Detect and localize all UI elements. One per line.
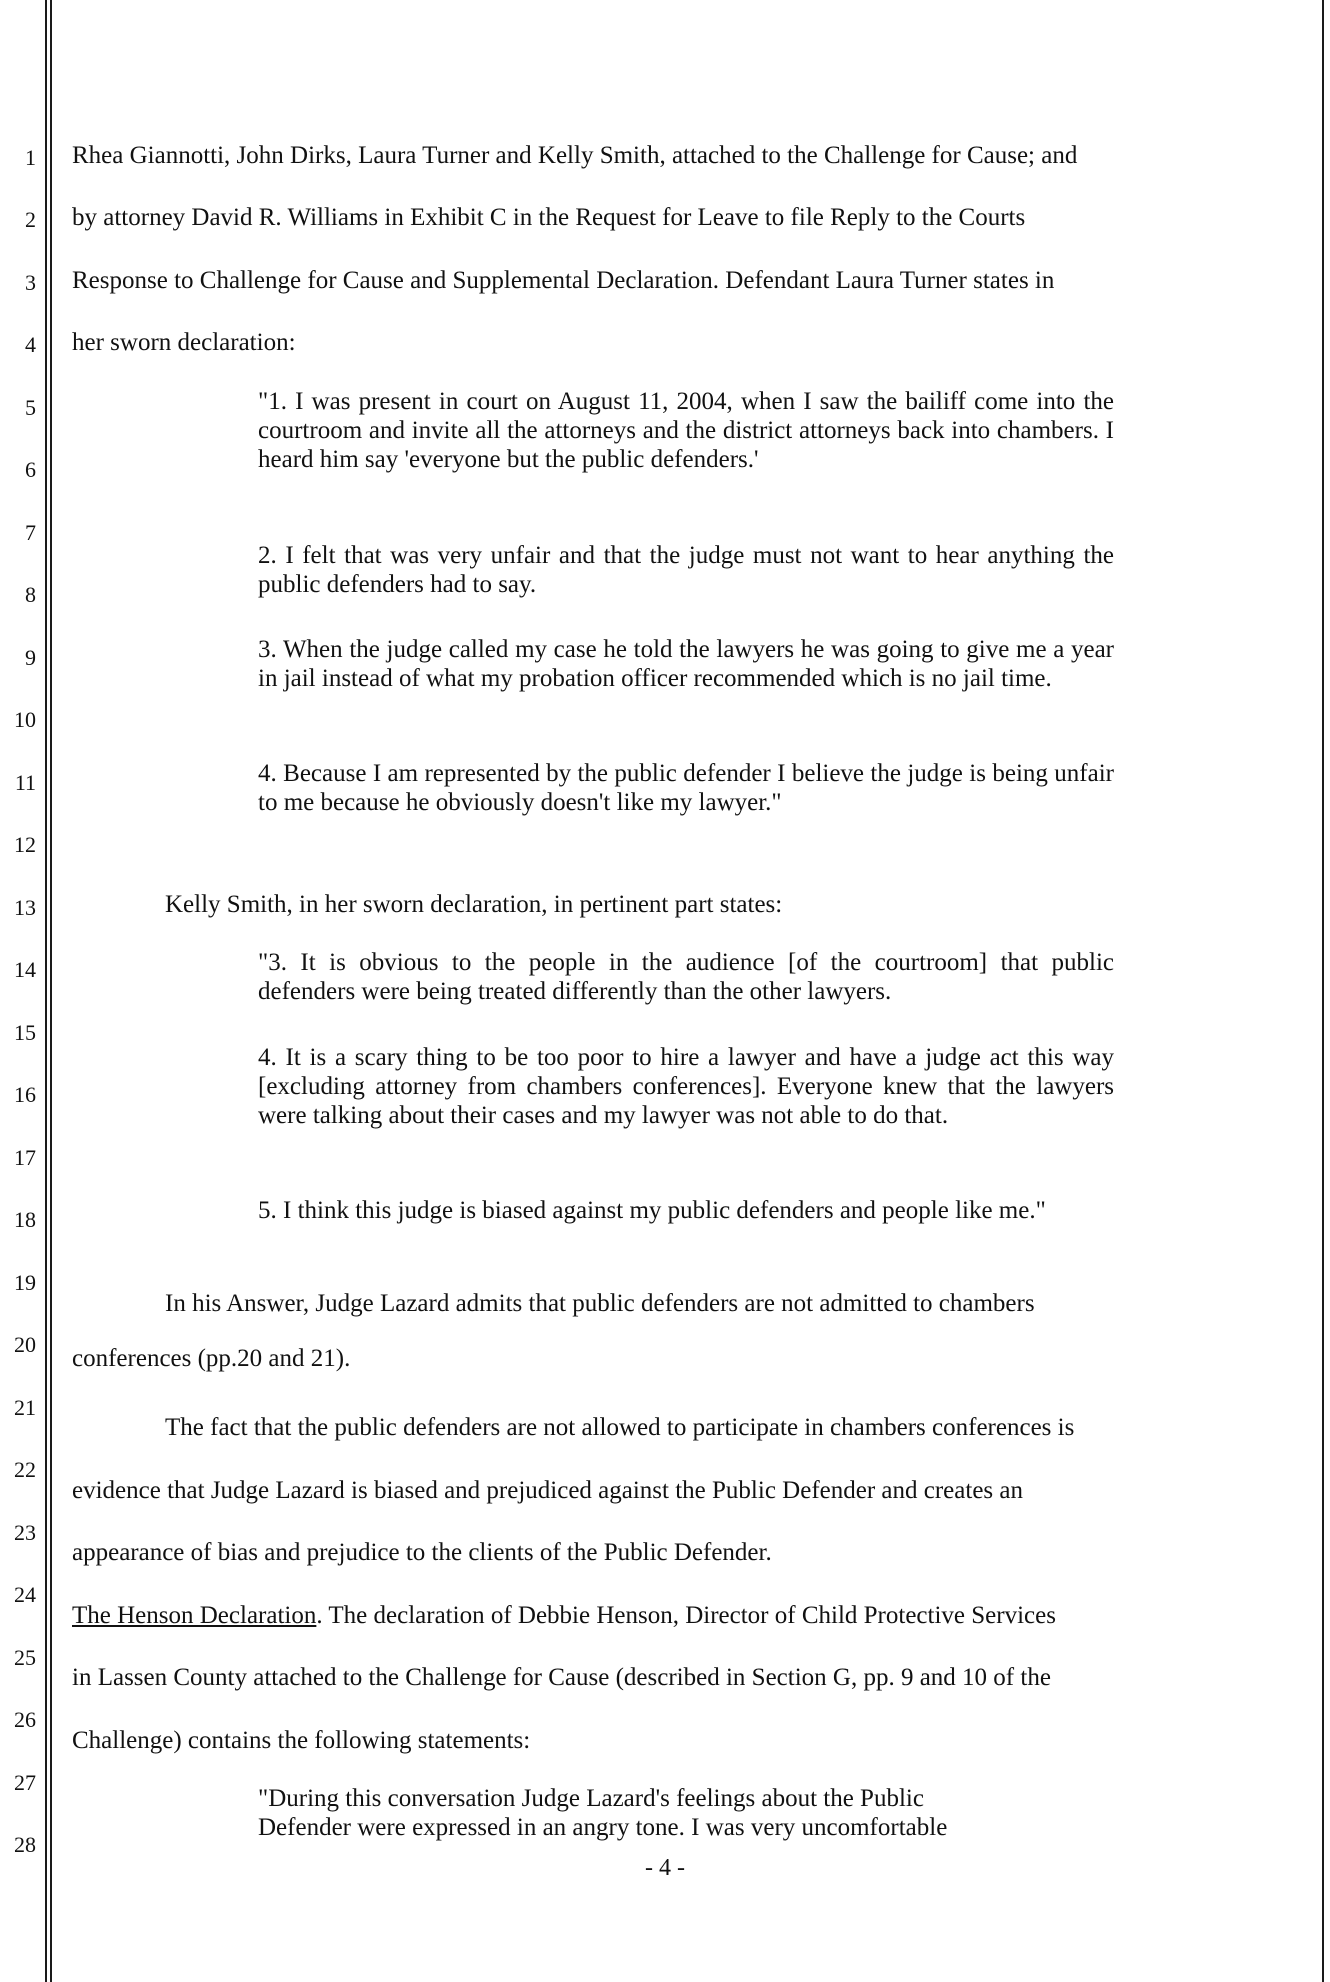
body-line: Rhea Giannotti, John Dirks, Laura Turner and Kelly Smith, attached to the Challenge for Cause; and: [72, 142, 1078, 169]
line-number: 25: [14, 1645, 36, 1670]
line-number: 4: [25, 332, 36, 357]
body-line: her sworn declaration:: [72, 329, 296, 356]
body-line: The fact that the public defenders are not allowed to participate in chambers conferences is: [165, 1414, 1075, 1441]
line-number: 15: [14, 1020, 36, 1045]
body-line: conferences (pp.20 and 21).: [72, 1345, 351, 1372]
block-quote-paragraph: "3. It is obvious to the people in the audience [of the courtroom] that public defenders were being treated differently than the other lawyers.: [258, 949, 1114, 1005]
line-number: 14: [14, 957, 36, 982]
line-number: 16: [14, 1082, 36, 1107]
line-number: 22: [14, 1457, 36, 1482]
line-number: 12: [14, 832, 36, 857]
line-number: 1: [25, 145, 36, 170]
line-number: 10: [14, 707, 36, 732]
body-text: . The declaration of Debbie Henson, Director of Child Protective Services: [316, 1602, 1056, 1629]
left-margin-rule-inner: [50, 0, 52, 1982]
block-quote-paragraph: 5. I think this judge is biased against my public defenders and people like me.": [258, 1197, 1046, 1224]
line-number: 8: [25, 582, 36, 607]
block-quote-paragraph: 3. When the judge called my case he told the lawyers he was going to give me a year in jail instead of what my probation officer recommended which is no jail time.: [258, 636, 1114, 692]
body-line: appearance of bias and prejudice to the clients of the Public Defender.: [72, 1539, 772, 1566]
line-number: 2: [25, 207, 36, 232]
page-number: - 4 -: [645, 1855, 685, 1881]
line-number: 11: [14, 770, 36, 795]
line-number: 23: [14, 1520, 36, 1545]
right-margin-rule: [1322, 0, 1324, 1982]
line-number: 21: [14, 1395, 36, 1420]
line-number: 7: [25, 520, 36, 545]
block-quote-paragraph: 4. Because I am represented by the public defender I believe the judge is being unfair to me because he obviously doesn't like my lawyer.": [258, 760, 1114, 816]
line-number: 18: [14, 1207, 36, 1232]
block-quote-line: Defender were expressed in an angry tone. I was very uncomfortable: [258, 1814, 948, 1841]
block-quote-paragraph: 4. It is a scary thing to be too poor to hire a lawyer and have a judge act this way [excluding attorney from chambers conferences]. Everyone knew that the lawyers were talking about their cases and my lawyer was not able to do that.: [258, 1044, 1114, 1129]
block-quote-paragraph: "1. I was present in court on August 11, 2004, when I saw the bailiff come into the courtroom and invite all the attorneys and the district attorneys back into chambers. I heard him say 'everyone but the public defenders.': [258, 388, 1114, 473]
line-number: 20: [14, 1332, 36, 1357]
body-line: Kelly Smith, in her sworn declaration, in pertinent part states:: [165, 891, 783, 918]
line-number: 13: [14, 895, 36, 920]
line-number: 9: [25, 645, 36, 670]
line-number: 26: [14, 1707, 36, 1732]
block-quote-paragraph: 2. I felt that was very unfair and that the judge must not want to hear anything the public defenders had to say.: [258, 542, 1114, 598]
line-number: 6: [25, 457, 36, 482]
line-number: 28: [14, 1832, 36, 1857]
body-line: Response to Challenge for Cause and Supplemental Declaration. Defendant Laura Turner states in: [72, 267, 1055, 294]
line-number: 3: [25, 270, 36, 295]
line-number: 19: [14, 1270, 36, 1295]
left-margin-rule: [45, 0, 47, 1982]
line-number: 17: [14, 1145, 36, 1170]
line-number: 24: [14, 1582, 36, 1607]
line-number: 27: [14, 1770, 36, 1795]
section-heading: The Henson Declaration: [72, 1602, 317, 1629]
body-line: In his Answer, Judge Lazard admits that public defenders are not admitted to chambers: [165, 1290, 1035, 1317]
body-line: Challenge) contains the following statements:: [72, 1727, 531, 1754]
line-number: 5: [25, 395, 36, 420]
body-line: evidence that Judge Lazard is biased and prejudiced against the Public Defender and creates an: [72, 1477, 1023, 1504]
body-line: in Lassen County attached to the Challenge for Cause (described in Section G, pp. 9 and 10 of the: [72, 1664, 1051, 1691]
body-line: by attorney David R. Williams in Exhibit C in the Request for Leave to file Reply to the Courts: [72, 204, 1026, 231]
body-line: [72, 1601, 1056, 1631]
block-quote-line: "During this conversation Judge Lazard's feelings about the Public: [258, 1785, 924, 1812]
